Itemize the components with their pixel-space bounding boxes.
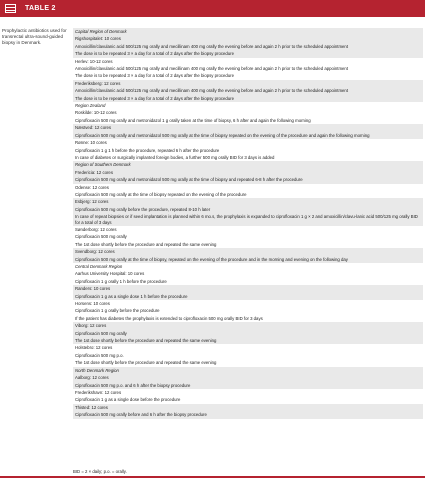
table-row: Ciprofloxacin 500 mg p.o. xyxy=(73,352,423,359)
region-heading-row: Capital Region of Denmark xyxy=(73,28,423,35)
table-row: Odense: 12 cores xyxy=(73,184,423,191)
table-row: Horsens: 10 cores xyxy=(73,300,423,307)
table-row: Ciprofloxacin 1 g 1 h before the procedure, repeated 6 h after the procedure xyxy=(73,147,423,154)
table-row: Ciprofloxacin 500 mg orally and metronidazol 1 g orally taken at the time of biopsy, 6 h after and again the following morning xyxy=(73,117,423,124)
table-row: The 1st dose shortly before the procedure and repeated the same evening xyxy=(73,337,423,344)
table-row: Fredericia: 12 cores xyxy=(73,169,423,176)
table-row: The dose is to be repeated 3 × a day for a total of 2 days after the biopsy procedure xyxy=(73,95,423,102)
table-row: Svendborg: 12 cores xyxy=(73,248,423,255)
table-caption: Prophylactic antibiotics used for transrectal ultra-sound-guided biopsy in Denmark. xyxy=(2,28,67,46)
table-row: Ciprofloxacin 500 mg orally xyxy=(73,233,423,240)
table-row: Viborg: 12 cores xyxy=(73,322,423,329)
table-row: Amoxicillin/clavulanic acid 500/125 mg orally and mecillinam 400 mg orally the evening before and again 2 h prior to the scheduled appointment xyxy=(73,87,423,94)
table-row: Roskilde: 10-12 cores xyxy=(73,109,423,116)
region-heading-row: North Denmark Region xyxy=(73,367,423,374)
table-row: The dose is to be repeated 3 × a day for a total of 2 days after the biopsy procedure xyxy=(73,50,423,57)
region-heading-row: Region Zealand xyxy=(73,102,423,109)
table-row: Aarhus University Hospital: 10 cores xyxy=(73,270,423,277)
table-icon[interactable] xyxy=(5,4,16,13)
table-row: Ciprofloxacin 1 g as a single dose before the procedure xyxy=(73,396,423,403)
region-heading-row: Central Denmark Region xyxy=(73,263,423,270)
table-title: TABLE 2 xyxy=(25,5,56,12)
table-row: Frederiksberg: 12 cores xyxy=(73,80,423,87)
table-row: Rønne: 10 cores xyxy=(73,139,423,146)
table-row: Ciprofloxacin 500 mg orally at the time of biopsy, repeated on the evening of the procedure and in the morning and evening on the following day xyxy=(73,256,423,263)
table-row: Sønderborg: 12 cores xyxy=(73,226,423,233)
table-row: Rigshospitalet: 10 cores xyxy=(73,35,423,42)
table-row: In case of diabetes or surgically implanted foreign bodies, a further 500 mg orally BID for 3 days is added xyxy=(73,154,423,161)
table-row: The 1st dose shortly before the procedure and repeated the same evening xyxy=(73,241,423,248)
table-row: Herlev: 10-12 cores xyxy=(73,58,423,65)
table-row: Ciprofloxacin 500 mg orally xyxy=(73,330,423,337)
table-row: Ciprofloxacin 500 mg orally before the procedure, repeated 8-10 h later xyxy=(73,206,423,213)
table-row: Næstved: 12 cores xyxy=(73,124,423,131)
table-row: If the patient has diabetes the prophylaxis is extended to ciprofloxacin 500 mg orally BID for 3 days xyxy=(73,315,423,322)
table-row: Amoxicillin/clavulanic acid 500/125 mg orally and mecillinam 400 mg orally the evening before and again 2 h prior to the scheduled appointment xyxy=(73,43,423,50)
antibiotics-table xyxy=(73,28,423,419)
bottom-rule xyxy=(0,476,425,478)
table-header-bar xyxy=(0,0,425,17)
table-row: The 1st dose shortly before the procedure and repeated the same evening xyxy=(73,359,423,366)
table-row: Ciprofloxacin 500 mg p.o. and 6 h after the biopsy procedure xyxy=(73,382,423,389)
table-row: Ciprofloxacin 500 mg orally before and 6 h after the biopsy procedure xyxy=(73,411,423,418)
table-row: Frederikshavn: 12 cores xyxy=(73,389,423,396)
table-row: The dose is to be repeated 3 × a day for a total of 2 days after the biopsy procedure xyxy=(73,72,423,79)
table-row: Thisted: 12 cores xyxy=(73,404,423,411)
table-row: In case of repeat biopsies or if seed implantation is planned within 6 mo.s, the prophylaxis is expanded to ciprofloxacin 1 g × 2 and amoxicillin/clavu-lanic acid 500/125 mg orally BID for a total of 3 days xyxy=(73,213,423,226)
table-row: Ciprofloxacin 500 mg orally and metronidazol 500 mg orally at the time of biopsy repeated on the evening of the procedure and again the following morning xyxy=(73,132,423,139)
table-row: Ciprofloxacin 1 g orally 1 h before the procedure xyxy=(73,278,423,285)
region-heading-row: Region of Southern Denmark xyxy=(73,161,423,168)
table-row: Ciprofloxacin 1 g orally before the procedure xyxy=(73,307,423,314)
table-row: Holstebro: 12 cores xyxy=(73,344,423,351)
table-footnote: BID = 2 × daily; p.o. = orally. xyxy=(73,469,127,474)
table-row: Randers: 10 cores xyxy=(73,285,423,292)
table-row: Amoxicillin/clavulanic acid 500/125 mg orally and mecillinam 400 mg orally the evening before and again 2 h prior to the scheduled appointment xyxy=(73,65,423,72)
table-row: Aalborg: 12 cores xyxy=(73,374,423,381)
table-row: Ciprofloxacin 500 mg orally at the time of biopsy repeated on the evening of the procedure xyxy=(73,191,423,198)
table-row: Ciprofloxacin 500 mg orally and metronidazol 500 mg orally at the time of biopsy and repeated 6-8 h after the procedure xyxy=(73,176,423,183)
table-row: Ciprofloxacin 1 g as a single dose 1 h before the procedure xyxy=(73,293,423,300)
table-row: Esbjerg: 12 cores xyxy=(73,198,423,205)
